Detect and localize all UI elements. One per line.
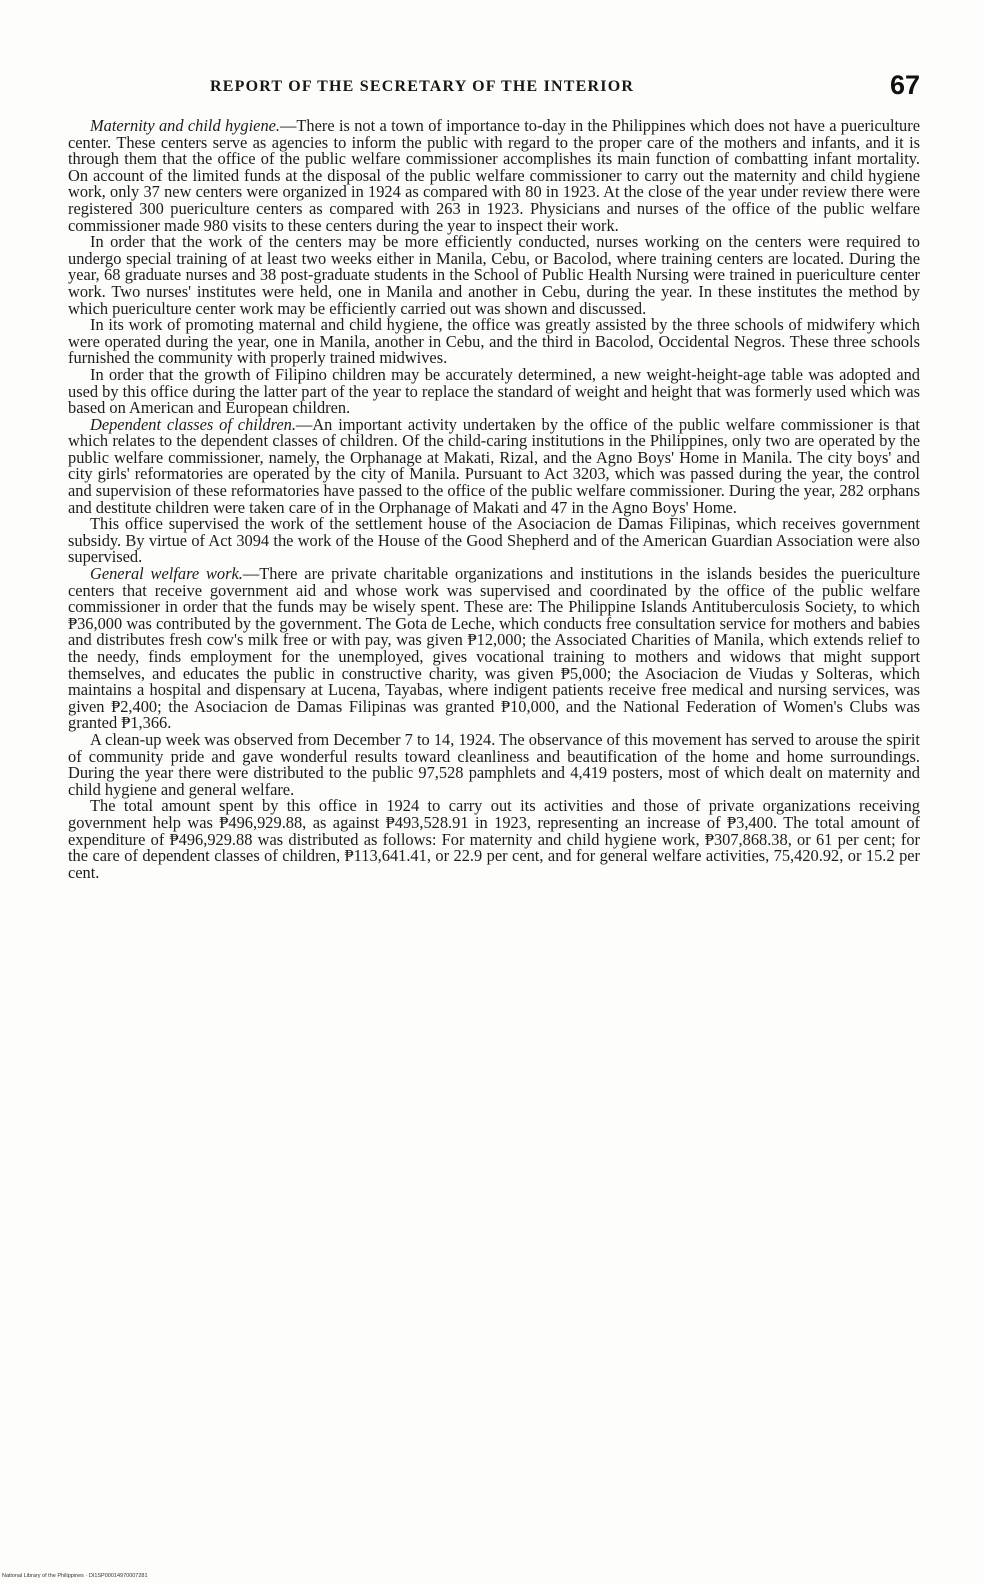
section-lead-general-welfare: General welfare work.	[90, 564, 243, 584]
paragraph-dependent-classes	[68, 414, 920, 517]
page-number: 67	[889, 70, 920, 100]
paragraph-total-expenditure	[68, 798, 920, 881]
paragraph-clean-up-week	[68, 729, 920, 799]
paragraph-nurse-training	[68, 234, 920, 317]
paragraph-text: —An important activity undertaken by the office of the public welfare commissioner is that which relates to the dependent classes of children. Of the child-caring institutions in the Philippines, only two are operated by the public welfare commissioner, namely, the Orphanage at Makati, Rizal, and the Agno Boys' Home in Manila. The city boys' and city girls' reformatories are operated by the city of Manila. Pursuant to Act 3203, which was passed during the year, the control and supervision of these reformatories have passed to the office of the public welfare commissioner. During the year, 282 orphans and destitute children were taken care of in the Orphanage of Makati and 47 in the Agno Boys' Home.	[68, 414, 920, 517]
paragraph-weight-height-age	[68, 364, 920, 418]
paragraph-text: In its work of promoting maternal and child hygiene, the office was greatly assisted by the three schools of midwifery which were operated during the year, one in Manila, another in Cebu, and the third in Bacolod, Occidental Negros. These three schools furnished the community with properly trained midwives.	[68, 315, 920, 368]
paragraph-text: —There are private charitable organizations and institutions in the islands besides the puericulture centers that receive government aid and whose work was supervised and coordinated by the office of the public welfare commissioner in order that the funds may be wisely spent. These are: The Philippine Islands Antituberculosis Society, to which ₱36,000 was contributed by the government. The Gota de Leche, which conducts free consultation service for mothers and babies and distributes fresh cow's milk free or with pay, was given ₱12,000; the Associated Charities of Manila, which extends relief to the needy, finds employment for the unemployed, gives vocational training to mothers and widows that might support themselves, and educates the public in constructive charity, was given ₱5,000; the Asociacion de Viudas y Solteras, which maintains a hospital and dispensary at Lucena, Tayabas, where indigent patients receive free medical and nursing services, was given ₱2,400; the Asociacion de Damas Filipinas was granted ₱10,000, and the National Federation of Women's Clubs was granted ₱1,366.	[68, 564, 921, 733]
body-text	[68, 118, 920, 881]
page-header	[210, 72, 920, 112]
scan-credit: National Library of the Philippines · DI1SP00014970007281	[2, 1573, 148, 1579]
paragraph-general-welfare	[68, 566, 920, 732]
paragraph-maternity-child-hygiene	[68, 118, 920, 234]
paragraph-text: In order that the work of the centers may be more efficiently conducted, nurses working on the centers were required to undergo special training of at least two weeks either in Manila, Cebu, or Bacolod, where training centers are located. During the year, 68 graduate nurses and 38 post-graduate students in the School of Public Health Nursing were trained in puericulture center work. Two nurses' institutes were held, one in Manila and another in Cebu, during the year. In these institutes the method by which puericulture center work may be efficiently carried out was shown and discussed.	[68, 232, 920, 318]
paragraph-text: The total amount spent by this office in 1924 to carry out its activities and those of private organizations receiving government help was ₱496,929.88, as against ₱493,528.91 in 1923, representing an increase of ₱3,400. The total amount of expenditure of ₱496,929.88 was distributed as follows: For maternity and child hygiene work, ₱307,868.38, or 61 per cent; for the care of dependent classes of children, ₱113,641.41, or 22.9 per cent, and for general welfare activities, 75,420.92, or 15.2 per cent.	[68, 796, 920, 882]
paragraph-midwifery-schools	[68, 317, 920, 367]
paragraph-text: This office supervised the work of the settlement house of the Asociacion de Damas Filipinas, which receives government subsidy. By virtue of Act 3094 the work of the House of the Good Shepherd and of the American Guardian Association were also supervised.	[68, 514, 920, 567]
running-title: REPORT OF THE SECRETARY OF THE INTERIOR	[210, 78, 635, 95]
paragraph-settlement-house	[68, 516, 920, 566]
paragraph-text: A clean-up week was observed from December 7 to 14, 1924. The observance of this movement has served to arouse the spirit of community pride and gave wonderful results toward cleanliness and beautification of the home and home surroundings. During the year there were distributed to the public 97,528 pamphlets and 4,419 posters, most of which dealt on maternity and child hygiene and general welfare.	[68, 729, 920, 799]
paragraph-text: In order that the growth of Filipino children may be accurately determined, a new weight-height-age table was adopted and used by this office during the latter part of the year to replace the standard of weight and height that was formerly used which was based on American and European children.	[68, 364, 920, 418]
section-lead-maternity: Maternity and child hygiene.	[90, 116, 281, 135]
paragraph-text: —There is not a town of importance to-day in the Philippines which does not have a puericulture center. These centers serve as agencies to inform the public with regard to the proper care of the mothers and infants, and it is through them that the office of the public welfare commissioner accomplishes its main function of combatting infant mortality. On account of the limited funds at the disposal of the public welfare commissioner to carry out the maternity and child hygiene work, only 37 new centers were organized in 1924 as compared with 80 in 1923. At the close of the year under review there were registered 300 puericulture centers as compared with 263 in 1923. Physicians and nurses of the office of the public welfare commissioner made 980 visits to these centers during the year to inspect their work.	[68, 116, 920, 235]
section-lead-dependent: Dependent classes of children.	[90, 414, 296, 434]
